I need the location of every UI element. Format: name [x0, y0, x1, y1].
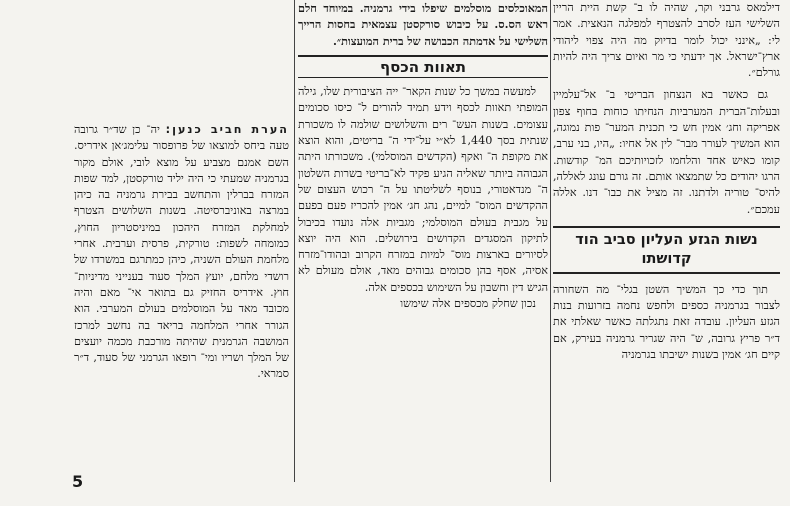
section-heading: נשות הגזע העליון סביב הוד קדושתו	[553, 226, 780, 274]
paragraph: למעשה במשך כל שנות הקאר־ ייה הציבורית שלו, גילה המופתי תאוות לכסף וידע תמיד להורים ל־ כיסו סכומים עצומים. בשנות העש־ רים והשלושים שולמה לו משכורת שנתית בסך 1,440 לא״י על־ידי ה־ בריטים, והוא הוצא את מקופת ה־ ואקף (הקדשים המוסלמי). משכורתו היתה הגבוהה ביותר שאליה הגיע פקיד לא־בריטי בשרות השלטון ה־ מנדאטורי, בנוסף לשליטתו על ה־ רכוש העצום של ההקדשים המוס־ למיים, נהג חג׳ אמין להכריז פעם בפעם על מגבית בעולם המוסלמי; מגביות אלה נועדו בכיבול לתיקון המסגדים הקדושים בירושלים. הוא היה יוצא לסיורים בארצות מוס־ למיות במזרח הקרוב ובהודו־מזרח אסיה, אסף בהן סכומים גבוהים מאד, אולם מעולם לא הגיש דין וחשבון על השימוש בכספים אלה.	[298, 85, 548, 294]
note-body: יה־ כן שד״ר גרובה טעה ביחס למוצאו של פרופסור עלימג׳אן אידריס. השם אמנם מצביע על מוצא לובי, אולם מקור בגרמניה שמעתי כי היה יליד טורקסטן, למד שפות המזרח בברלין והתחשב בבירת גרמניה בה כיהן במרצה באוניברסיטה. בשנות השלושים הצטרף למחלקת המזרח היהכון במיניסטריון החוץ, כמומחה לשפות: טורקית, פרסית וערבית. אחרי מלחמת העולם השניה, כיהן כמתרגם במשרדו של רושדי מלחם, יועץ המלך סעוד בענייני מדיניות־ חוץ. אידריס החזיק גם בתואר אי־ מאם והיה מכובד מאד על המוסלמים בעולם המערבי. הוא הגורר אחרי המלחמה בריאד בה נחשב למרכז המושבה הגרמנית שהיתה מורכבת מכמה יועצים של המלך ושריו ומי־ רופאו הגרמני של סעוד, ד״ר סמראי.	[74, 123, 289, 381]
paragraph: נכון שחלק מכספים אלה שימשו	[400, 297, 536, 311]
article-column-right	[553, 0, 780, 480]
section-heading: תאוות הכסף	[298, 55, 548, 78]
paragraph: גם כאשר בא הנצחון הבריטי ב־ אל־עלמיין ובעלות־הברית המערביות הנחיתו כוחות בחוף צפון אפריקה וחג׳ אמין חש כי תכנית המער־ פות נמוגה, הוא המשיך לעורר מבר־ לין אל אחיו: „היו, בני ערב, קומו כאיש אחד והלחמו לזכויותיכם המ־ קודשות. הרגו יהודים כל שתמצאו אותם. זה גורם עונג לאללה, להיס־ טוריה ולדתנו. זה מציל את כבו־ דנו. אללה עמכם״.	[553, 88, 780, 216]
paragraph: תוך כדי כך המשיך השטן בגלי־ מה השחורה לצבור בגרמניה כספים ולחפש נחמה בזרועות בנות הגזע העליון. עובדה זאת נתגלתה כאשר שאלתי את ד״ר פריץ גרובה, ש־ היה שגריר גרמניה בעירק, אם קיים חג׳ אמין בשנות ישיבתו בגרמניה	[553, 282, 780, 362]
column-rule	[294, 0, 295, 482]
page-number: 5	[72, 472, 84, 491]
note-lead: הערת חביב כנען:	[165, 123, 289, 136]
paragraph: דילמאס גרבני וקר, שהיה לו ב־ קשת היית הריין השלישי העז לסרב להצטרף למפלגה הנאצית. אמר לי: „אינני יכול לומר בדיוק מה היה צפוי ליהודי ארץ־ישראל. אך ידעתי כי מר ואיום צריך היה להיות גורלם״.	[553, 1, 780, 80]
column-rule	[550, 0, 551, 482]
paragraph: המאוכלסים מוסלמים שיפלו בידי גרמניה. במיוחד חלם ראש הס.ס. על כיבוש סורקסטן עצמאית בחסות הרייך השלישי על אדמתה הכבושה של ברית המועצות״.	[298, 1, 548, 48]
editor-note-column	[74, 122, 289, 482]
article-column-middle	[298, 0, 548, 480]
